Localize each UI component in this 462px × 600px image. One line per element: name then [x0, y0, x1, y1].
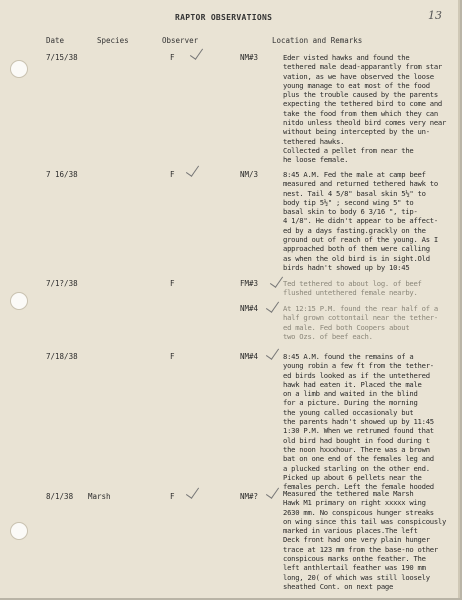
- remark-line: long, 20( of which was still loosely: [283, 572, 430, 582]
- check-mark-icon: [190, 45, 203, 60]
- check-mark-icon: [266, 298, 279, 313]
- entry-observer: F: [170, 492, 175, 501]
- remark-line: the parents hadn't showed up by 11:45: [283, 417, 434, 427]
- remark-line: nitdo unless theold bird comes very near: [283, 118, 447, 128]
- remark-line: on a limb and waited in the blind: [283, 389, 418, 399]
- remark-line: ed male. Fed both Coopers about: [283, 322, 410, 332]
- entry-location: NM#3: [240, 53, 259, 62]
- check-mark-icon: [186, 484, 199, 499]
- remark-line: nest. Tail 4 5/8" basal skin 5½" to: [283, 188, 426, 198]
- binder-hole: [10, 522, 28, 540]
- entry-remarks: [283, 352, 461, 491]
- remark-line: body tip 5½" ; second wing 5" to: [283, 197, 414, 207]
- remark-line: 8:45 A.M. Fed the male at camp beef: [283, 170, 426, 179]
- entry-remarks: [283, 279, 461, 298]
- remark-line: 4 1/8". He didn't appear to be affect-: [283, 216, 438, 226]
- remark-line: vation, as we have observed the loose: [283, 71, 434, 81]
- remark-line: At 12:15 P.M. found the rear half of a: [283, 304, 438, 313]
- remark-line: the noon hxxxhour. There was a brown: [283, 444, 430, 454]
- entry-location: NM#4: [240, 304, 259, 313]
- remark-line: 2630 mm. No conspicous hunger streaks: [283, 507, 434, 517]
- remark-line: young manage to eat most of the food: [283, 80, 430, 90]
- remark-line: conspicous marks onthe feather. The: [283, 554, 426, 564]
- entry-location: NM/3: [240, 170, 259, 179]
- remark-line: he loose female.: [283, 155, 349, 165]
- remark-line: young robin a few ft from the tether-: [283, 361, 434, 371]
- remark-line: ed by a days fasting.grackly on the: [283, 225, 426, 235]
- remark-line: old bird had bought in food during t: [283, 435, 430, 445]
- entry-location: NM#4: [240, 352, 259, 361]
- header-observer: Observer: [162, 36, 199, 45]
- remark-line: without being intercepted by the un-: [283, 127, 430, 137]
- remark-line: Measured the tethered male Marsh: [283, 489, 414, 498]
- remark-line: birds hadn't showed up by 10:45: [283, 262, 410, 272]
- entry-remarks: [283, 53, 461, 165]
- check-mark-icon: [266, 345, 279, 360]
- entry-location: NM#?: [240, 492, 259, 501]
- remark-line: Picked up about 6 pellets near the: [283, 472, 422, 482]
- remark-line: approached both of them were calling: [283, 244, 430, 254]
- entry-remarks: [283, 304, 461, 341]
- remark-line: two Ozs. of beef each.: [283, 331, 373, 341]
- remark-line: tethered male dead-apparantly from star: [283, 62, 443, 72]
- entry-date: 7 16/38: [46, 170, 78, 179]
- remark-line: a plucked starling on the other end.: [283, 463, 430, 473]
- remark-line: left anthlertail feather was 190 mm: [283, 563, 426, 573]
- remark-line: on wing since this tail was conspicously: [283, 516, 447, 526]
- remark-line: measured and returned tethered hawk to: [283, 179, 438, 189]
- binder-hole: [10, 292, 28, 310]
- remark-line: basal skin to body 6 3/16 ", tip-: [283, 207, 418, 217]
- remark-line: as when the old bird is in sight.Old: [283, 253, 430, 263]
- remark-line: Ted tethered to about log. of beef: [283, 279, 422, 288]
- entry-species: Marsh: [88, 492, 111, 501]
- remark-line: expecting the tethered bird to come and: [283, 99, 443, 109]
- remark-line: marked in various places.The left: [283, 526, 418, 536]
- entry-remarks: [283, 489, 461, 591]
- remark-line: Deck front had one very plain hunger: [283, 535, 430, 545]
- entry-location: FM#3: [240, 279, 259, 288]
- entry-observer: F: [170, 170, 175, 179]
- remark-line: hawk had eaten it. Placed the male: [283, 379, 422, 389]
- remark-line: flushed untethered female nearby.: [283, 288, 418, 298]
- remark-line: sheathed Cont. on next page: [283, 581, 394, 591]
- remark-line: ed birds looked as if the untethered: [283, 370, 430, 380]
- entry-date: 7/1?/38: [46, 279, 78, 288]
- remark-line: Collected a pellet from near the: [283, 145, 414, 155]
- remark-line: the young called occasionaly but: [283, 407, 414, 417]
- remark-line: females perch. Left the female hooded: [283, 482, 434, 492]
- entry-observer: F: [170, 53, 175, 62]
- remark-line: ground out of reach of the young. As I: [283, 235, 438, 245]
- remark-line: Eder visted hawks and found the: [283, 53, 410, 62]
- check-mark-icon: [266, 484, 279, 499]
- remark-line: half grown cottontail near the tether-: [283, 313, 438, 323]
- header-date: Date: [46, 36, 65, 45]
- entry-date: 7/15/38: [46, 53, 78, 62]
- remark-line: Hawk M1 primary on right xxxxx wing: [283, 498, 426, 508]
- header-location: Location and Remarks: [272, 36, 363, 45]
- remark-line: 8:45 A.M. found the remains of a: [283, 352, 414, 361]
- remark-line: for a picture. During the morning: [283, 398, 418, 408]
- entry-remarks: [283, 170, 461, 272]
- remark-line: take the food from them which they can: [283, 108, 438, 118]
- remark-line: bat on one end of the females leg and: [283, 454, 434, 464]
- entry-observer: F: [170, 279, 175, 288]
- entry-date: 8/1/38: [46, 492, 74, 501]
- remark-line: 1:30 P.M. When we retrumed found that: [283, 426, 434, 436]
- binder-hole: [10, 60, 28, 78]
- page-title: RAPTOR OBSERVATIONS: [175, 13, 273, 22]
- remark-line: trace at 123 mm from the base-no other: [283, 544, 438, 554]
- check-mark-icon: [270, 273, 283, 288]
- header-species: Species: [97, 36, 129, 45]
- page-number: 13: [428, 9, 442, 22]
- remark-line: plus the trouble caused by the parents: [283, 90, 438, 100]
- check-mark-icon: [186, 162, 199, 177]
- remark-line: tethered hawks.: [283, 136, 345, 146]
- entry-observer: F: [170, 352, 175, 361]
- entry-date: 7/18/38: [46, 352, 78, 361]
